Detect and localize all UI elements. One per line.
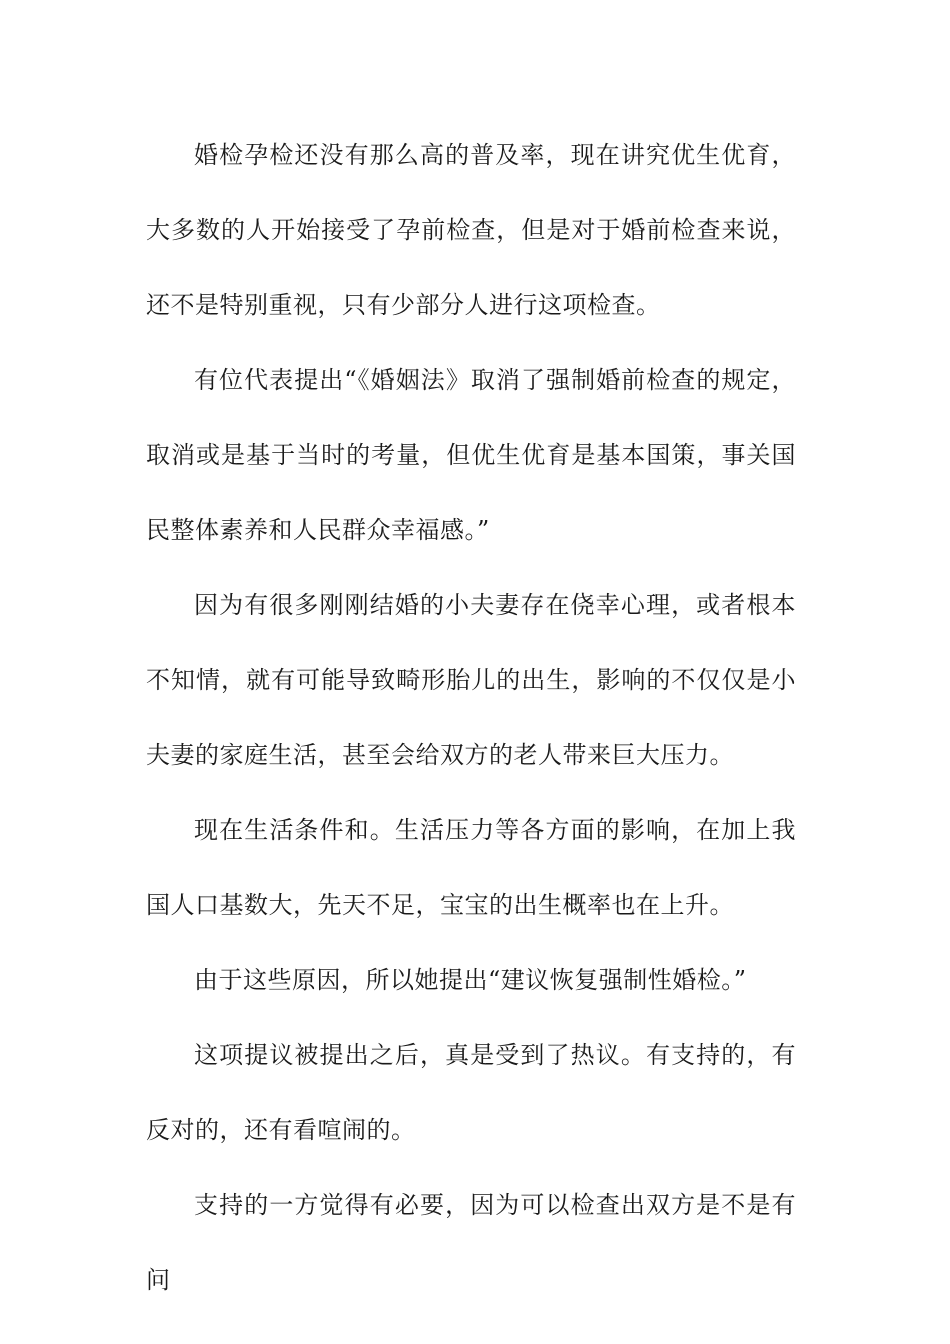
paragraph-3: 因为有很多刚刚结婚的小夫妻存在侥幸心理，或者根本不知情，就有可能导致畸形胎儿的出生，影响的不仅仅是小夫妻的家庭生活，甚至会给双方的老人带来巨大压力。 (146, 591, 796, 769)
paragraph-6: 这项提议被提出之后，真是受到了热议。有支持的，有反对的，还有看喧闹的。 (146, 1041, 796, 1144)
paragraph-2: 有位代表提出“《婚姻法》取消了强制婚前检查的规定，取消或是基于当时的考量，但优生优育是基本国策，事关国民整体素养和人民群众幸福感。” (146, 366, 796, 544)
paragraph-5: 由于这些原因，所以她提出“建议恢复强制性婚检。” (194, 966, 747, 994)
paragraph-7: 支持的一方觉得有必要，因为可以检查出双方是不是有问 (146, 1191, 796, 1294)
paragraph-4: 现在生活条件和。生活压力等各方面的影响，在加上我国人口基数大，先天不足，宝宝的出生概率也在上升。 (146, 816, 796, 919)
document-page (146, 118, 796, 1318)
paragraph-1: 婚检孕检还没有那么高的普及率，现在讲究优生优育，大多数的人开始接受了孕前检查，但是对于婚前检查来说，还不是特别重视，只有少部分人进行这项检查。 (146, 141, 796, 319)
